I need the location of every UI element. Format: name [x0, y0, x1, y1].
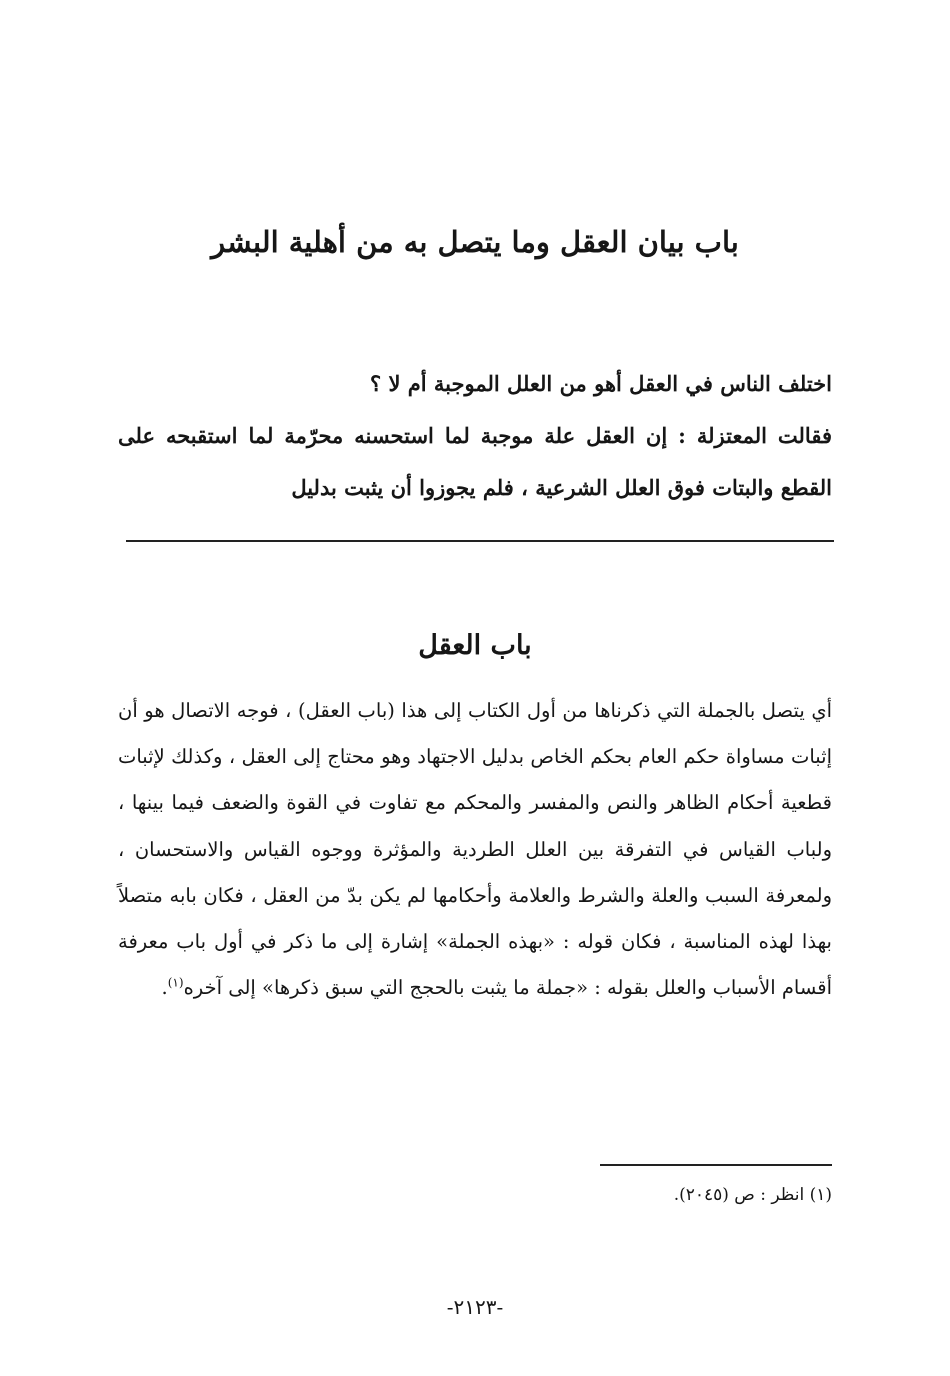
footnote-rule: [600, 1164, 832, 1166]
commentary-text: أي يتصل بالجملة التي ذكرناها من أول الكتاب إلى هذا (باب العقل) ، فوجه الاتصال هو أن إثبات مساواة حكم العام بحكم الخاص بدليل الاجتهاد وهو محتاج إلى العقل ، وكذلك لإثبات قطعية أحكام الظاهر والنص والمفسر والمحكم مع تفاوت في القوة والضعف فيما بينها ، ولباب القياس في التفرقة بين العلل الطردية والمؤثرة ووجوه القياس والاستحسان ، ولمعرفة السبب والعلة والشرط والعلامة وأحكامها لم يكن بدّ من العقل ، فكان بابه متصلاً بهذا لهذه المناسبة ، فكان قوله : «بهذه الجملة» إشارة إلى ما ذكر في أول باب معرفة أقسام الأسباب والعلل بقوله : «جملة ما يثبت بالحجج التي سبق ذكرها» إلى آخره: [118, 699, 832, 1000]
matn-text-block: [118, 358, 832, 514]
page-number: -٢١٢٣-: [446, 1295, 504, 1319]
commentary-paragraph: [118, 688, 832, 1011]
matn-divider: [126, 540, 834, 542]
footnote: (١) انظر : ص (٢٠٤٥).: [673, 1185, 832, 1205]
commentary-ending: .: [161, 976, 168, 1000]
matn-line-mutazila: فقالت المعتزلة : إن العقل علة موجبة لما استحسنه محرّمة لما استقبحه على القطع والبتات فوق العلل الشرعية ، فلم يجوزوا أن يثبت بدليل: [118, 423, 832, 500]
section-title: باب العقل: [418, 630, 532, 661]
footnote-reference: (١): [167, 975, 184, 990]
matn-line-question: اختلف الناس في العقل أهو من العلل الموجبة أم لا ؟: [370, 371, 832, 396]
chapter-title: باب بيان العقل وما يتصل به من أهلية البشر: [211, 225, 739, 259]
